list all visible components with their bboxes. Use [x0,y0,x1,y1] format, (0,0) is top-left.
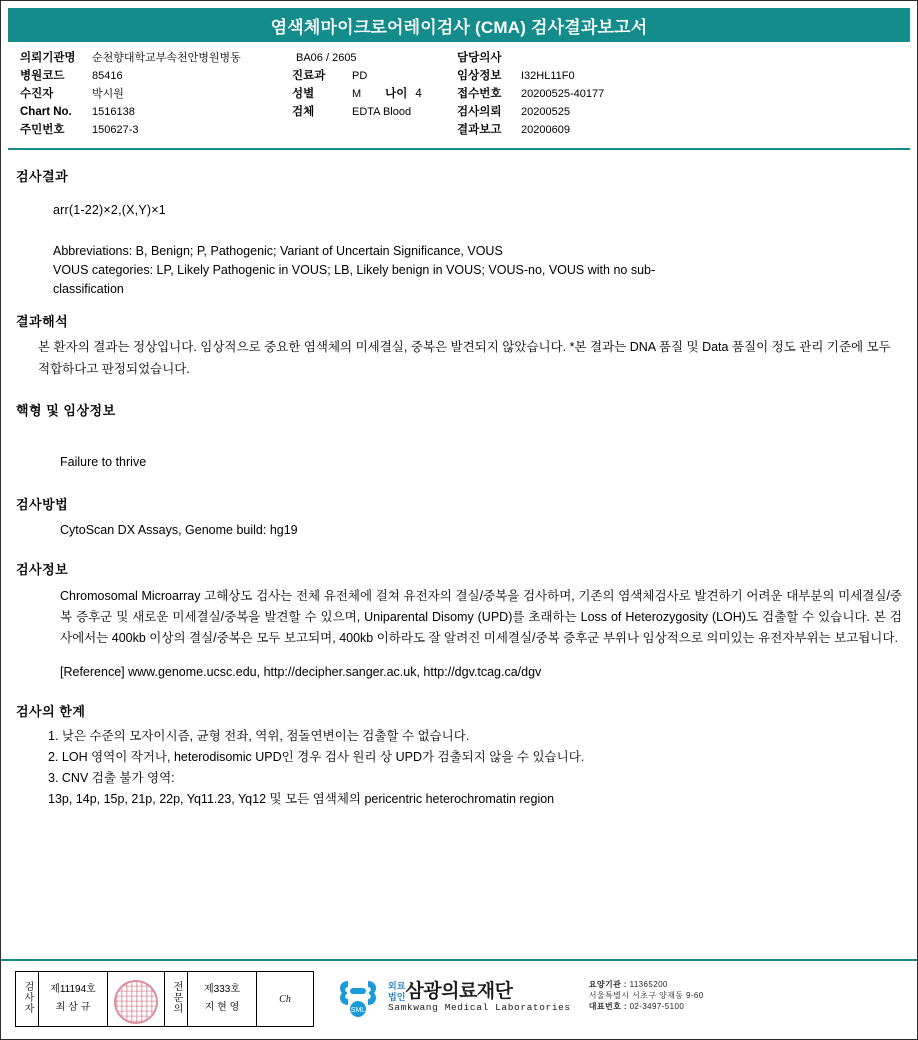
specialist-license-no: 제333호 [203,984,240,995]
field-value: 150627-3 [92,124,139,136]
seal-stamp-icon [114,980,158,1024]
field-value: I32HL11F0 [521,70,575,82]
abbreviations-block [8,242,910,299]
abbreviations-line-1: Abbreviations: B, Benign; P, Pathogenic; Variant of Uncertain Significance, VOUS [53,244,503,258]
header-field-department [292,67,457,85]
abbreviations-line-2: VOUS categories: LP, Likely Pathogenic in VOUS; LB, Likely benign in VOUS; VOUS-no, VOUS with no sub- [53,263,656,277]
field-value-age: 4 [415,88,422,100]
header-field-report-date [457,121,657,139]
header-field-order-date [457,103,657,121]
limitations-list [48,726,910,810]
field-value: 순천향대학교부속천안병원병동 [92,52,241,64]
field-label: 성별 [292,88,315,100]
examiner-stamp-cell [108,972,165,1027]
section-title-result: 검사결과 [16,169,69,184]
field-value: 20200525-40177 [521,88,605,100]
lab-branding [336,975,571,1019]
phone-value: 02-3497-5100 [629,1002,685,1011]
lab-address-block [589,979,704,1012]
limitation-item: 1. 낮은 수준의 모자이시즘, 균형 전좌, 역위, 점돌연변이는 검출할 수 없습니다. [48,729,470,743]
field-label: Chart No. [20,106,72,118]
field-label: 결과보고 [457,124,502,136]
address-line: 서울특별시 서초구 양재동 9-60 [588,991,704,1000]
header-field-hospital-code [20,67,292,85]
limitation-item: 13p, 14p, 15p, 21p, 22p, Yq11.23, Yq12 및 모든 염색체의 pericentric heterochromatin region [48,792,555,806]
examiner-label: 검사자 [22,980,33,1014]
provider-no-label: 요양기관 : [588,980,627,989]
header-column-clinical [292,49,457,139]
header-field-institution [20,49,292,67]
field-label: 의뢰기관명 [20,52,76,64]
method-text: CytoScan DX Assays, Genome build: hg19 [60,523,298,537]
limitation-item: 2. LOH 영역이 작거나, heterodisomic UPD인 경우 검사 원리 상 UPD가 검출되지 않을 수 있습니다. [48,750,585,764]
barcode-text: BA06 / 2605 [296,52,357,64]
header-field-sex-age [292,85,457,103]
header-field-clinical-info [457,67,657,85]
field-value: PD [352,70,368,82]
section-title-karyotype: 핵형 및 임상정보 [16,403,116,418]
limitation-item: 3. CNV 검출 불가 영역: [48,771,175,785]
examiner-license-no: 제11194호 [50,984,96,995]
handwritten-signature: Ch [279,993,291,1005]
abbreviations-line-3: classification [53,282,124,296]
field-value: 20200609 [521,124,570,136]
page-title: 염색체마이크로어레이검사 (CMA) 검사결과보고서 [270,17,648,37]
lab-prefix-line2: 법인 [388,991,406,1002]
header-field-patient-name [20,85,292,103]
examiner-label-cell [16,972,39,1027]
lab-name-en: Samkwang Medical Laboratories [388,1001,571,1013]
result-value-block [8,201,910,220]
result-value: arr(1-22)×2,(X,Y)×1 [53,203,166,217]
reference-text: [Reference] www.genome.ucsc.edu, http://decipher.sanger.ac.uk, http://dgv.tcag.ca/dgv [60,665,542,679]
field-label: 진료과 [292,70,326,82]
header-field-ssn [20,121,292,139]
specialist-cell [188,972,257,1027]
header-barcode-label [292,49,457,67]
field-label: 검사의뢰 [457,106,502,118]
karyotype-text: Failure to thrive [60,455,147,469]
field-value: M [352,88,362,100]
test-info-text: Chromosomal Microarray 고해상도 검사는 전체 유전체에 걸쳐 유전자의 결실/중복을 검사하며, 기존의 염색체검사로 발견하기 어려운 대부분의 미세결실/중복 증후군 및 새로운 미세결실/중복을 발견할 수 있으며, Uniparental Disomy (UPD)를 초래하는 Loss of Heterozygosity (LOH)도 검출할 수 있습니다. 본 검사에서는 400kb 이상의 결실/중복은 모두 보고되며, 400kb 이하라도 잘 알려진 미세결실/중복 증후군 부위나 임상적으로 의미있는 유전자부위는 보고됩니다. [60,589,902,645]
field-label: 검체 [292,106,315,118]
lab-logo-icon [336,975,380,1019]
examiner-name: 최 삼 규 [55,1002,91,1013]
field-label: 담당의사 [457,52,502,64]
field-label: 주민번호 [20,124,65,136]
header-field-accession-no [457,85,657,103]
field-label: 접수번호 [457,88,502,100]
header-column-institution [8,49,292,139]
section-title-interpretation: 결과해석 [16,314,69,329]
field-label: 병원코드 [20,70,65,82]
header-field-chart-no [20,103,292,121]
header-field-specimen [292,103,457,121]
signature-cell [257,972,314,1027]
signature-table [15,971,314,1027]
section-title-limitations: 검사의 한계 [16,704,86,719]
field-value: 1516138 [92,106,135,118]
header-field-doctor [457,49,657,67]
section-title-method: 검사방법 [16,497,69,512]
report-title-bar [8,8,910,42]
specialist-name: 지 현 영 [204,1002,240,1013]
field-value: 20200525 [521,106,570,118]
field-value: EDTA Blood [352,106,412,118]
phone-label: 대표번호 : [588,1002,627,1011]
interpretation-text: 본 환자의 결과는 정상입니다. 임상적으로 중요한 염색체의 미세결실, 중복은 발견되지 않았습니다. *본 결과는 DNA 품질 및 Data 품질이 정도 관리 기준에 모두 적합하다고 판정되었습니다. [38,340,891,376]
field-value: 85416 [92,70,123,82]
specialist-label-cell [165,972,188,1027]
examiner-cell [39,972,108,1027]
provider-no-value: 11365200 [629,980,668,989]
header-column-order [457,49,657,139]
specialist-label: 전문의 [171,980,182,1014]
svg-text:SML: SML [350,1007,366,1014]
patient-header [8,42,910,150]
field-label: 임상정보 [457,70,502,82]
section-title-test-info: 검사정보 [16,562,69,577]
report-footer [1,959,917,1039]
field-value: 박시원 [92,88,124,100]
lab-name-kr: 삼광의료재단 [405,980,513,1002]
field-label: 수진자 [20,88,54,100]
field-label-age: 나이 [385,88,408,100]
report-body [8,150,910,810]
lab-prefix-line1: 외료 [388,980,406,991]
